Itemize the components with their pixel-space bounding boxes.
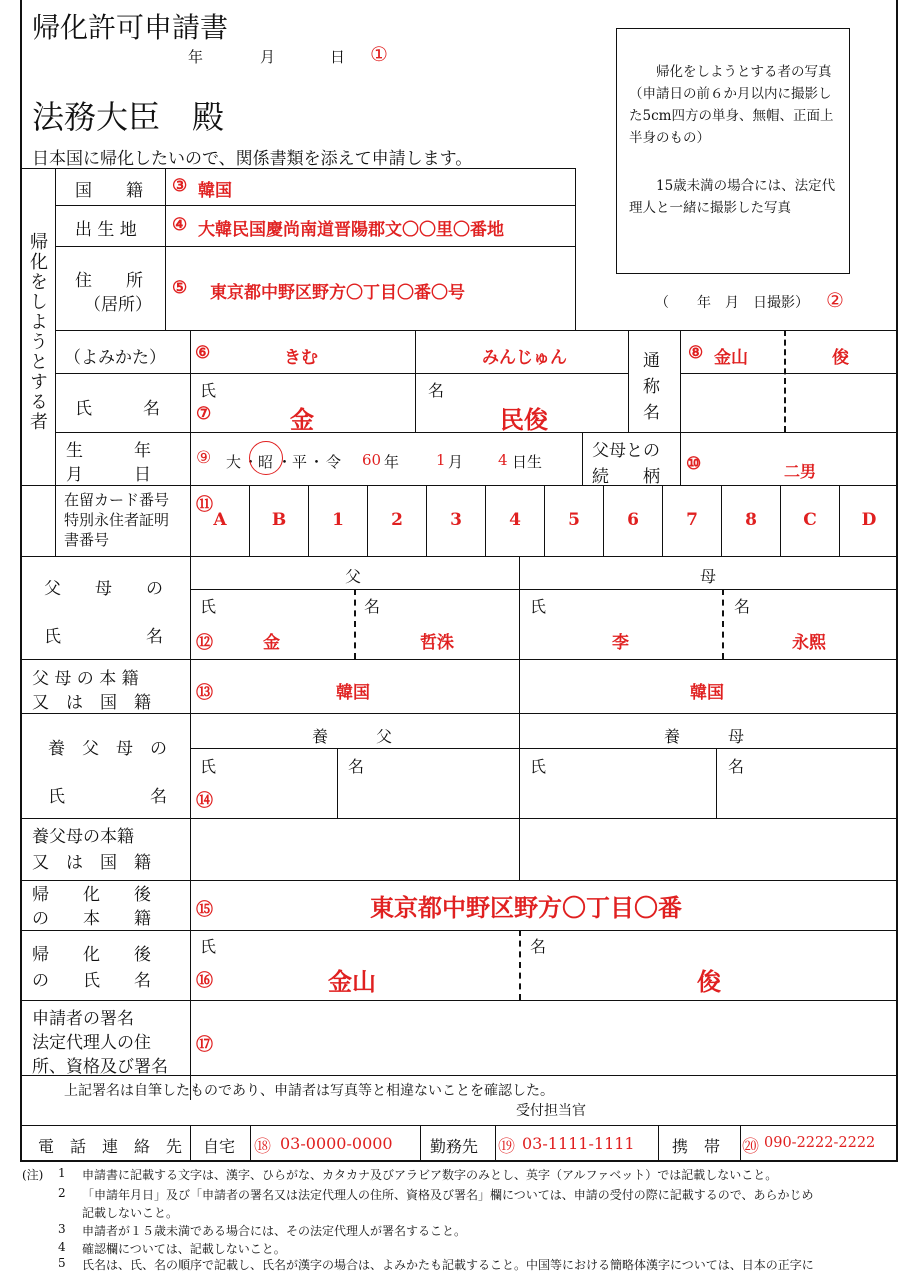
home-phone-label: 自宅: [203, 1137, 236, 1156]
note-text: 記載しないこと。: [82, 1206, 179, 1220]
adoptive-domicile-label-1: 養父母の本籍: [32, 827, 134, 847]
alias-given[interactable]: 俊: [832, 348, 849, 368]
signature-label-2: 法定代理人の住: [32, 1033, 151, 1053]
name-given-label: 名: [428, 381, 445, 400]
father-domicile[interactable]: 韓国: [336, 683, 370, 703]
card-char[interactable]: B: [271, 510, 287, 530]
card-char[interactable]: 2: [391, 510, 403, 530]
parents-domicile-marker: ⑬: [196, 683, 213, 703]
home-phone-marker: ⑱: [254, 1137, 271, 1157]
mother-domicile[interactable]: 韓国: [690, 683, 724, 703]
applicant-side-label: 帰化をしようとする者: [27, 232, 48, 432]
card-char[interactable]: 5: [568, 510, 580, 530]
card-char[interactable]: 7: [686, 510, 698, 530]
relation-value[interactable]: 二男: [784, 462, 817, 481]
name-surname-label: 氏: [200, 381, 217, 400]
nationality-label: 国 籍: [75, 181, 143, 201]
birthplace-label: 出 生 地: [75, 220, 137, 240]
reception-officer-label: 受付担当官: [516, 1103, 586, 1119]
birth-year[interactable]: 60: [362, 451, 382, 469]
phone-label: 電 話 連 絡 先: [38, 1137, 183, 1156]
parents-domicile-label-1: 父 母 の 本 籍: [32, 669, 139, 689]
adoptive-father-surname-label: 氏: [200, 757, 217, 776]
father-given-label: 名: [364, 597, 381, 616]
card-char[interactable]: 8: [745, 510, 757, 530]
photo-box: [616, 28, 850, 274]
mother-header: 母: [700, 567, 717, 586]
birth-year-unit: 年: [384, 453, 400, 471]
signature-label-1: 申請者の署名: [32, 1009, 134, 1029]
photo-note-under15: 15歳未満の場合には、法定代理人と一緒に撮影した写真: [629, 178, 836, 216]
mobile-phone-value[interactable]: 090-2222-2222: [764, 1135, 876, 1151]
alias-label-2: 称: [643, 377, 660, 397]
parents-label-1: 父 母 の: [44, 579, 163, 599]
card-label-2: 特別永住者証明: [64, 511, 170, 529]
adoptive-marker: ⑭: [196, 791, 213, 811]
note-number: 2: [58, 1186, 66, 1200]
reading-label: （よみかた）: [64, 348, 166, 368]
note-text: 「申請年月日」及び「申請者の署名又は法定代理人の住所、資格及び署名」欄については、申請の受付の際に記載するので、あらかじめ: [82, 1188, 814, 1202]
adoptive-father-header: 養 父: [312, 727, 393, 746]
note-text: 申請者が１５歳未満である場合には、その法定代理人が署名すること。: [82, 1224, 467, 1238]
reading-marker: ⑥: [195, 343, 211, 363]
application-statement: 日本国に帰化したいので、関係書類を添えて申請します。: [32, 149, 473, 169]
father-header: 父: [345, 567, 362, 586]
relation-label-2: 続 柄: [592, 467, 660, 487]
photo-instructions: 帰化をしようとする者の写真（申請日の前６か月以内に撮影した5cm四方の単身、無帽、正面上半身のもの）: [629, 64, 834, 146]
parents-label-2: 氏 名: [44, 627, 163, 647]
date-day-label: 日: [330, 48, 346, 66]
era-taisho: 大: [226, 453, 242, 471]
addressee: 法務大臣 殿: [32, 98, 225, 136]
relation-label-1: 父母との: [592, 441, 660, 461]
post-name-label-2: の 氏 名: [32, 971, 151, 991]
form-title: 帰化許可申請書: [32, 11, 229, 44]
birth-month[interactable]: 1: [436, 451, 446, 469]
father-surname-label: 氏: [200, 597, 217, 616]
card-marker: ⑪: [196, 495, 213, 515]
post-domicile-value[interactable]: 東京都中野区野方〇丁目〇番: [370, 893, 682, 922]
adoptive-mother-surname-label: 氏: [530, 757, 547, 776]
post-name-marker: ⑯: [196, 971, 213, 991]
era-separator-3: ・: [309, 453, 325, 471]
note-number: 3: [58, 1222, 66, 1236]
birthdate-marker: ⑨: [196, 448, 212, 468]
birthplace-value[interactable]: 大韓民国慶尚南道晋陽郡文〇〇里〇番地: [198, 220, 504, 240]
name-marker: ⑦: [196, 404, 212, 424]
confirmation-text: 上記署名は自筆したものであり、申請者は写真等と相違ないことを確認した。: [64, 1083, 554, 1099]
address-sublabel: （居所）: [84, 295, 152, 315]
note-number: 1: [58, 1166, 66, 1180]
card-char[interactable]: 4: [509, 510, 521, 530]
post-name-label-1: 帰 化 後: [32, 945, 151, 965]
nationality-value[interactable]: 韓国: [198, 181, 232, 201]
name-given[interactable]: 民俊: [500, 405, 548, 434]
parents-domicile-label-2: 又 は 国 籍: [32, 693, 151, 713]
adoptive-father-given-label: 名: [348, 757, 365, 776]
post-name-surname[interactable]: 金山: [328, 967, 376, 996]
signature-label-3: 所、資格及び署名: [32, 1057, 168, 1077]
post-domicile-marker: ⑮: [196, 900, 213, 920]
post-name-given-label: 名: [530, 937, 547, 956]
address-marker: ⑤: [172, 278, 188, 298]
name-label: 氏 名: [75, 399, 160, 419]
era-separator-2: ・: [277, 453, 293, 471]
adoptive-domicile-label-2: 又 は 国 籍: [32, 853, 151, 873]
card-label-1: 在留カード番号: [64, 491, 170, 509]
card-char[interactable]: 1: [332, 510, 344, 530]
adoptive-mother-given-label: 名: [728, 757, 745, 776]
father-given[interactable]: 哲洙: [420, 633, 454, 653]
name-surname[interactable]: 金: [290, 405, 314, 434]
era-separator-1: ・: [243, 453, 259, 471]
mother-given-label: 名: [734, 597, 751, 616]
alias-surname[interactable]: 金山: [714, 348, 748, 368]
birthdate-label-1: 生 年: [66, 441, 151, 461]
home-phone-value[interactable]: 03-0000-0000: [280, 1134, 393, 1153]
note-number: 4: [58, 1240, 66, 1254]
alias-marker: ⑧: [688, 343, 704, 363]
card-char[interactable]: C: [803, 510, 817, 530]
mobile-phone-label: 携 帯: [672, 1137, 721, 1156]
address-label: 住 所: [75, 271, 143, 291]
parents-marker: ⑫: [196, 633, 213, 653]
mobile-phone-marker: ⑳: [742, 1137, 759, 1157]
date-year-label: 年: [188, 48, 204, 66]
reading-surname[interactable]: きむ: [284, 348, 318, 368]
adoptive-label-1: 養 父 母 の: [48, 739, 167, 759]
card-char[interactable]: D: [861, 510, 877, 530]
birth-month-unit: 月: [448, 453, 464, 471]
date-month-label: 月: [260, 48, 276, 66]
father-surname[interactable]: 金: [263, 633, 280, 653]
adoptive-mother-header: 養 母: [664, 727, 745, 746]
reading-given[interactable]: みんじゅん: [482, 348, 567, 368]
adoptive-label-2: 氏 名: [48, 787, 167, 807]
work-phone-marker: ⑲: [498, 1137, 515, 1157]
post-domicile-label-2: の 本 籍: [32, 909, 151, 929]
photo-taken-marker: ②: [826, 288, 844, 312]
work-phone-value[interactable]: 03-1111-1111: [522, 1134, 635, 1153]
address-value[interactable]: 東京都中野区野方〇丁目〇番〇号: [210, 283, 465, 303]
alias-label-3: 名: [643, 403, 660, 423]
notes-prefix: (注): [22, 1168, 44, 1182]
alias-label-1: 通: [643, 351, 660, 371]
card-char[interactable]: 6: [627, 510, 639, 530]
note-text: 申請書に記載する文字は、漢字、ひらがな、カタカナ及びアラビア数字のみとし、英字（アルファベット）では記載しないこと。: [82, 1168, 778, 1182]
photo-taken-date: （ 年 月 日撮影）: [655, 295, 809, 311]
note-text: 氏名は、氏、名の順序で記載し、氏名が漢字の場合は、よみかたも記載すること。中国等における簡略体漢字については、日本の正字に: [82, 1258, 814, 1272]
era-heisei: 平: [292, 453, 308, 471]
work-phone-label: 勤務先: [430, 1137, 479, 1156]
card-label-3: 書番号: [64, 531, 110, 549]
nationality-marker: ③: [172, 176, 188, 196]
mother-given[interactable]: 永熙: [792, 633, 826, 653]
post-name-surname-label: 氏: [200, 937, 217, 956]
signature-marker: ⑰: [196, 1035, 213, 1055]
post-domicile-label-1: 帰 化 後: [32, 885, 151, 905]
era-showa[interactable]: 昭: [258, 453, 274, 471]
birthplace-marker: ④: [172, 215, 188, 235]
relation-marker: ⑩: [686, 454, 702, 474]
mother-surname-label: 氏: [530, 597, 547, 616]
note-number: 5: [58, 1256, 66, 1270]
era-reiwa: 令: [326, 453, 342, 471]
birthdate-label-2: 月 日: [66, 465, 151, 485]
date-number-marker: ①: [370, 42, 388, 66]
card-char[interactable]: 3: [450, 510, 462, 530]
note-text: 確認欄については、記載しないこと。: [82, 1242, 286, 1256]
card-char[interactable]: A: [213, 510, 227, 530]
mother-surname[interactable]: 李: [612, 633, 629, 653]
birth-day[interactable]: 4: [498, 451, 508, 469]
birth-day-unit: 日生: [512, 453, 543, 471]
post-name-given[interactable]: 俊: [697, 967, 721, 996]
